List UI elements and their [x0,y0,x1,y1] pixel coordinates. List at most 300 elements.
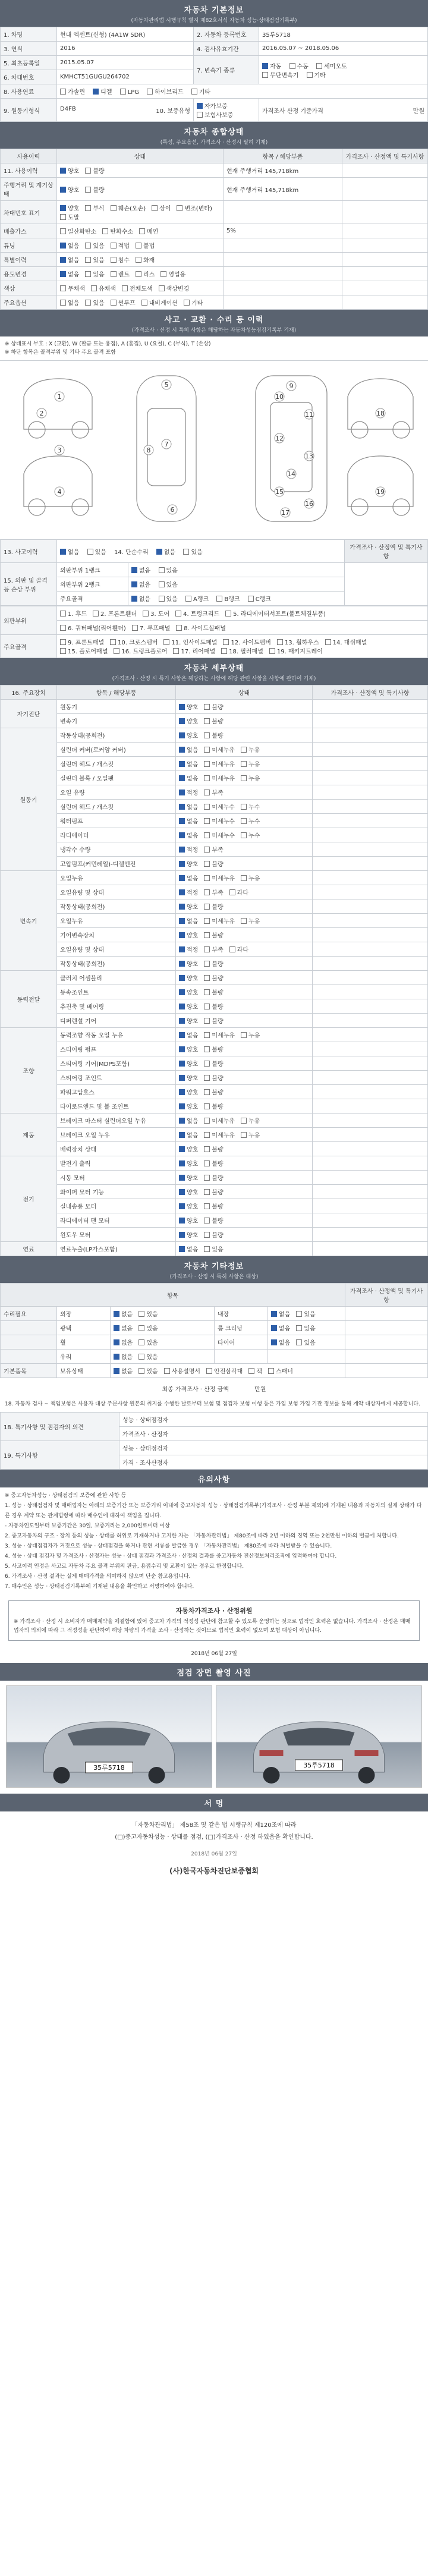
status-option[interactable] [102,227,133,235]
checkbox-icon [60,228,66,234]
detail-option[interactable] [204,1073,223,1082]
other-option[interactable] [248,1366,262,1375]
gear-opt-semi[interactable] [316,61,347,70]
detail-group-label: 조향 [1,1028,57,1114]
other-option[interactable] [139,1338,158,1347]
damage-part-option[interactable] [110,637,158,646]
detail-option[interactable] [179,1187,198,1196]
detail-note [313,928,428,942]
damage-part-option[interactable] [60,646,108,655]
damage-part-option[interactable] [60,609,87,618]
detail-option[interactable] [179,859,198,868]
fuel-options [57,84,428,99]
caution-item: - 자동차인도일부터 보증기간은 30일, 보증거리는 2,000킬로미터 이상 [5,1523,170,1529]
detail-option[interactable] [179,930,198,939]
detail-option-text: 양호 [187,1004,199,1011]
detail-row [1,700,428,714]
status-option[interactable] [152,203,171,212]
checkbox-icon [316,63,322,69]
detail-option[interactable] [179,788,198,797]
status-option[interactable] [111,241,130,250]
detail-option[interactable] [204,1159,223,1168]
detail-option[interactable] [204,1130,235,1139]
status-option[interactable] [85,269,104,278]
checkbox-icon [114,1325,119,1331]
caution-item: 3. 성능 · 상태점검자가 거짓으로 성능 · 상태점검을 하거나 관련 서류를 발급한 경우 「자동차관리법」 제80조에 따라 처벌받을 수 있습니다. [5,1543,332,1549]
status-row-detail [224,238,342,253]
detail-option[interactable] [179,888,198,897]
other-option[interactable] [114,1366,133,1375]
detail-part: 실린더 헤드 / 개스킷 [57,800,176,814]
status-row-price [342,238,428,253]
other-notice: 18. 자동차 검사 ~ 책임보험은 사용자 대상 주문사항 원본의 취지를 수행한 날로부터 보험 및 점검자 보험 이행 등은 가입 보험 가입 기관 정보를 통해 계약 대상자에게 제공합니다. [5,1401,420,1407]
status-option[interactable] [160,269,185,278]
other2-option[interactable] [271,1323,290,1332]
detail-note [313,899,428,914]
checkbox-icon [204,861,210,867]
detail-option-text: 누유 [248,1133,260,1139]
ex2-opt-yes[interactable] [159,580,178,589]
status-option[interactable] [85,166,104,175]
detail-option[interactable] [179,1201,198,1210]
detail-option[interactable] [179,1087,198,1096]
fuel-opt-etc[interactable] [191,87,210,96]
detail-row [1,1085,428,1099]
detail-option[interactable] [179,873,198,882]
fuel-opt-lpg[interactable] [120,89,139,96]
damage-part-option[interactable] [225,609,326,618]
status-option[interactable] [60,227,96,235]
checkbox-icon [204,1004,210,1009]
detail-part: 배력장치 상태 [57,1142,176,1156]
detail-part: 와이퍼 모터 기능 [57,1185,176,1199]
detail-option[interactable] [241,1116,260,1125]
checkbox-icon [179,775,185,781]
detail-note [313,1156,428,1171]
status-option[interactable] [111,298,136,307]
status-option-text: 불량 [93,187,105,194]
detail-option-text: 불량 [212,904,224,911]
status-option[interactable] [136,241,155,250]
gear-opt-cvt[interactable] [262,70,298,79]
detail-option[interactable] [179,1216,198,1225]
status-option[interactable] [136,255,155,264]
detail-option[interactable] [204,702,223,711]
detail-option[interactable] [204,802,235,811]
detail-option[interactable] [179,1144,198,1153]
caution-item: 2. 중고자동차의 구조 · 장치 등의 성능 · 상태를 허위로 기재하거나 고지한 자는 「자동차관리법」 제80조에 따라 2년 이하의 징역 또는 2천만원 이하의 벌금에 처합니다. [5,1533,399,1539]
detail-option[interactable] [241,816,260,825]
repair-opt-none[interactable] [156,547,175,556]
detail-option[interactable] [241,745,260,754]
detail-option[interactable] [241,773,260,782]
other-option[interactable] [114,1309,133,1318]
status-row-detail [224,295,342,310]
detail-option[interactable] [204,1173,223,1182]
checkbox-icon [179,1218,185,1223]
detail-option[interactable] [179,973,198,982]
detail-options [176,814,313,828]
detail-title: 자동차 세부상태 [184,664,244,673]
status-option[interactable] [111,203,146,212]
checkbox-icon [269,648,275,654]
detail-option[interactable] [179,731,198,740]
detail-option[interactable] [179,1173,198,1182]
detail-option-text: 부족 [212,847,224,854]
diagram-part-number: 3 [57,446,62,454]
status-option[interactable] [60,269,79,278]
checkbox-icon [179,1046,185,1052]
detail-option[interactable] [241,1130,260,1139]
detail-option-text: 양호 [187,1090,199,1096]
status-option[interactable] [60,298,79,307]
frame-opt-yes[interactable] [159,594,178,603]
detail-option[interactable] [204,888,223,897]
status-row-price [342,201,428,224]
checkbox-icon [271,1325,277,1331]
diagram-part-number: 13 [305,452,313,460]
status-option[interactable] [91,284,116,292]
other-option[interactable] [139,1352,158,1361]
ex2-opt-none[interactable] [131,580,150,589]
repair-opt-yes[interactable] [183,547,202,556]
other2-option[interactable] [296,1338,315,1347]
detail-option[interactable] [179,759,198,768]
detail-option[interactable] [179,916,198,925]
detail-option-text: 불량 [212,1061,224,1068]
detail-option[interactable] [204,716,223,725]
detail-option[interactable] [179,845,198,854]
status-row-label: 주요옵션 [1,295,57,310]
detail-row [1,942,428,957]
detail-note [313,728,428,743]
checkbox-icon [175,611,181,617]
detail-option-text: 없음 [187,833,199,839]
checkbox-icon [110,639,116,645]
other-option[interactable] [164,1366,200,1375]
detail-options [176,1185,313,1199]
checkbox-icon [229,946,235,952]
detail-option[interactable] [204,1230,223,1239]
detail-option[interactable] [204,859,223,868]
damage-part-option[interactable] [269,646,323,655]
detail-option[interactable] [204,745,235,754]
accident-history-label: 13. 사고이력 [1,540,57,563]
detail-note [313,957,428,971]
warranty-opt-insurance[interactable] [197,110,233,119]
fuel-label: 8. 사용연료 [1,84,57,99]
detail-note [313,871,428,885]
status-option-text: 기타 [191,300,203,307]
detail-option[interactable] [204,1216,223,1225]
detail-option-text: 과다 [237,947,248,954]
status-option[interactable] [85,255,104,264]
detail-option[interactable] [204,788,223,797]
status-option[interactable] [159,284,190,292]
detail-option[interactable] [179,1016,198,1025]
detail-part: 디퍼렌셜 기어 [57,1014,176,1028]
detail-option[interactable] [241,802,260,811]
detail-note [313,1213,428,1228]
gear-opt-auto[interactable] [262,61,281,70]
detail-option[interactable] [179,1073,198,1082]
other2-option[interactable] [296,1309,315,1318]
status-row-detail [224,281,342,295]
detail-part: 추진축 및 베어링 [57,999,176,1014]
damage-part-option[interactable] [132,623,170,632]
damage-part-option[interactable] [325,637,367,646]
damage-part-option[interactable] [60,637,104,646]
detail-option[interactable] [179,1116,198,1125]
damage-part-option[interactable] [221,646,263,655]
frame-opt-text: 있음 [166,596,178,603]
diagram-part-number: 12 [275,435,284,442]
detail-option[interactable] [204,916,235,925]
checkbox-icon [241,1032,247,1038]
detail-option[interactable] [179,716,198,725]
detail-option[interactable] [204,831,235,839]
detail-option[interactable] [204,973,223,982]
detail-option[interactable] [204,987,223,996]
detail-option[interactable] [179,902,198,911]
status-row [1,163,428,178]
checkbox-icon [111,243,117,249]
detail-option[interactable] [204,1102,223,1111]
status-row-price [342,224,428,238]
checkbox-icon [179,918,185,924]
damage-part-option[interactable] [277,637,319,646]
status-option[interactable] [60,284,85,292]
status-option-text: 전체도색 [129,286,153,292]
checkbox-icon [229,889,235,895]
basic-info-title: 자동차 기본정보 [184,6,244,15]
detail-option[interactable] [204,1002,223,1011]
status-option[interactable] [85,241,104,250]
detail-option[interactable] [179,816,198,825]
status-option[interactable] [85,298,104,307]
detail-option[interactable] [241,759,260,768]
damage-part-option[interactable] [143,609,169,618]
status-option[interactable] [111,269,130,278]
status-option[interactable] [141,298,178,307]
status-title: 자동차 종합상태 [184,128,244,137]
price-basis-unit: 만원 [413,108,424,115]
status-row-price [342,178,428,201]
detail-option[interactable] [204,902,223,911]
exterior-rank1-label: 외판부위 1랭크 [57,563,128,577]
other-option[interactable] [139,1309,158,1318]
detail-option[interactable] [204,1244,223,1253]
checkbox-icon [179,832,185,838]
detail-option[interactable] [179,702,198,711]
status-option-text: 없음 [68,243,80,250]
detail-option[interactable] [204,1016,223,1025]
detail-option[interactable] [204,1201,223,1210]
status-option[interactable] [60,255,79,264]
sign-title: 서 명 [204,1800,224,1808]
detail-option[interactable] [229,888,248,897]
status-option[interactable] [111,255,130,264]
checkbox-icon [164,1368,170,1374]
detail-option[interactable] [204,731,223,740]
other-option[interactable] [114,1352,133,1361]
checkbox-icon [204,975,210,981]
detail-option[interactable] [179,1244,198,1253]
status-option[interactable] [60,241,79,250]
detail-option[interactable] [204,1116,235,1125]
status-row-label: 색상 [1,281,57,295]
detail-option-text: 양호 [187,1218,199,1225]
engine-type-text: D4FB [60,105,76,112]
status-option[interactable] [177,203,212,212]
detail-option[interactable] [204,759,235,768]
detail-option[interactable] [179,945,198,954]
detail-option[interactable] [179,831,198,839]
other-subtitle: (가격조사 · 산정 시 특히 사항은 대상) [169,1274,259,1280]
detail-note [313,942,428,957]
detail-option[interactable] [204,959,223,968]
status-option[interactable] [184,298,203,307]
damage-part-option[interactable] [93,609,137,618]
detail-option[interactable] [179,1002,198,1011]
detail-option[interactable] [179,987,198,996]
checkbox-icon [93,611,99,617]
detail-row [1,1171,428,1185]
detail-option[interactable] [204,1045,223,1053]
status-option[interactable] [85,185,104,194]
detail-option[interactable] [241,831,260,839]
status-option[interactable] [60,166,79,175]
warranty-opt-self[interactable] [197,101,228,110]
detail-option[interactable] [179,1045,198,1053]
detail-option-text: 불량 [212,719,224,725]
detail-row [1,899,428,914]
damage-part-option[interactable] [175,609,219,618]
fuel-opt-gasoline[interactable] [60,87,85,96]
detail-option[interactable] [241,873,260,882]
detail-option[interactable] [179,1030,198,1039]
detail-option[interactable] [229,945,248,954]
frame-opt-b[interactable] [216,594,240,603]
other-option[interactable] [114,1323,133,1332]
detail-option-text: 누수 [248,833,260,839]
status-option[interactable] [85,203,104,212]
detail-option[interactable] [179,1159,198,1168]
status-option[interactable] [60,203,79,212]
detail-option[interactable] [204,1059,223,1068]
other-option[interactable] [206,1366,243,1375]
detail-note [313,914,428,928]
other2-option[interactable] [271,1338,290,1347]
detail-option[interactable] [204,816,235,825]
diagram-part-number: 4 [57,488,62,496]
other-option[interactable] [268,1366,293,1375]
status-option[interactable] [60,185,79,194]
accident-opt-yes[interactable] [87,547,106,556]
checkbox-icon [204,1218,210,1223]
status-row-options [57,201,224,224]
detail-option[interactable] [204,1144,223,1153]
checkbox-icon [122,285,128,291]
other2-option[interactable] [271,1309,290,1318]
ex1-opt-none[interactable] [131,565,150,574]
fuel-opt-text: 디젤 [100,89,112,96]
detail-options [176,999,313,1014]
detail-option[interactable] [179,1059,198,1068]
exterior-rank2-label: 외판부위 2랭크 [57,577,128,592]
caution-item: ※ 중고자동차성능 · 상태점검의 보증에 관한 사항 등 [5,1493,127,1499]
detail-option[interactable] [204,845,223,854]
detail-option[interactable] [241,916,260,925]
ex1-opt-yes[interactable] [159,565,178,574]
detail-option[interactable] [179,802,198,811]
detail-option[interactable] [241,1030,260,1039]
other-options-2 [268,1307,345,1321]
checkbox-icon [60,214,66,220]
detail-option[interactable] [179,1130,198,1139]
damage-part-option[interactable] [176,623,226,632]
status-option[interactable] [60,212,79,221]
frame-opt-a[interactable] [185,594,209,603]
other-option[interactable] [139,1323,158,1332]
detail-option[interactable] [179,1102,198,1111]
detail-option[interactable] [204,773,235,782]
status-option[interactable] [122,284,153,292]
gear-opt-manual[interactable] [289,61,309,70]
detail-option-text: 불량 [212,704,224,711]
detail-part: 라디에이터 [57,828,176,842]
sign-line-2: (□)중고자동차성능 · 상태를 점검, (□)가격조사 · 산정 하였음을 확인합니다. [115,1834,313,1841]
other2-option[interactable] [296,1323,315,1332]
gear-opt-text: 무단변속기 [270,72,299,79]
checkbox-icon [204,1075,210,1081]
frame-opt-c[interactable] [248,594,271,603]
detail-option[interactable] [204,1087,223,1096]
detail-header [0,658,428,685]
detail-part: 스티어링 펌프 [57,1042,176,1056]
status-option[interactable] [139,227,158,235]
detail-option[interactable] [179,959,198,968]
detail-option[interactable] [179,745,198,754]
fuel-opt-hybrid[interactable] [147,87,183,96]
damage-part-option[interactable] [223,637,270,646]
simple-repair-label: 14. 단순수리 [114,549,149,556]
fuel-opt-diesel[interactable] [93,87,112,96]
checkbox-icon [185,596,191,602]
damage-part-option[interactable] [163,637,217,646]
detail-part: 실린더 헤드 / 개스킷 [57,757,176,771]
gear-opt-etc[interactable] [307,70,326,79]
accident-opt-none[interactable] [60,547,79,556]
detail-col-1: 16. 주요장치 [1,685,57,700]
other-option[interactable] [139,1366,158,1375]
status-option[interactable] [136,269,155,278]
detail-option[interactable] [204,930,223,939]
detail-option[interactable] [179,773,198,782]
checkbox-icon [204,1103,210,1109]
detail-option[interactable] [204,873,235,882]
detail-option[interactable] [204,1030,235,1039]
damage-part-option[interactable] [114,646,167,655]
detail-row [1,871,428,885]
frame-opt-none[interactable] [131,594,150,603]
detail-option[interactable] [179,1230,198,1239]
detail-option[interactable] [204,1187,223,1196]
damage-part-option[interactable] [60,623,126,632]
detail-option[interactable] [204,945,223,954]
other-option[interactable] [114,1338,133,1347]
damage-part-option[interactable] [173,646,215,655]
